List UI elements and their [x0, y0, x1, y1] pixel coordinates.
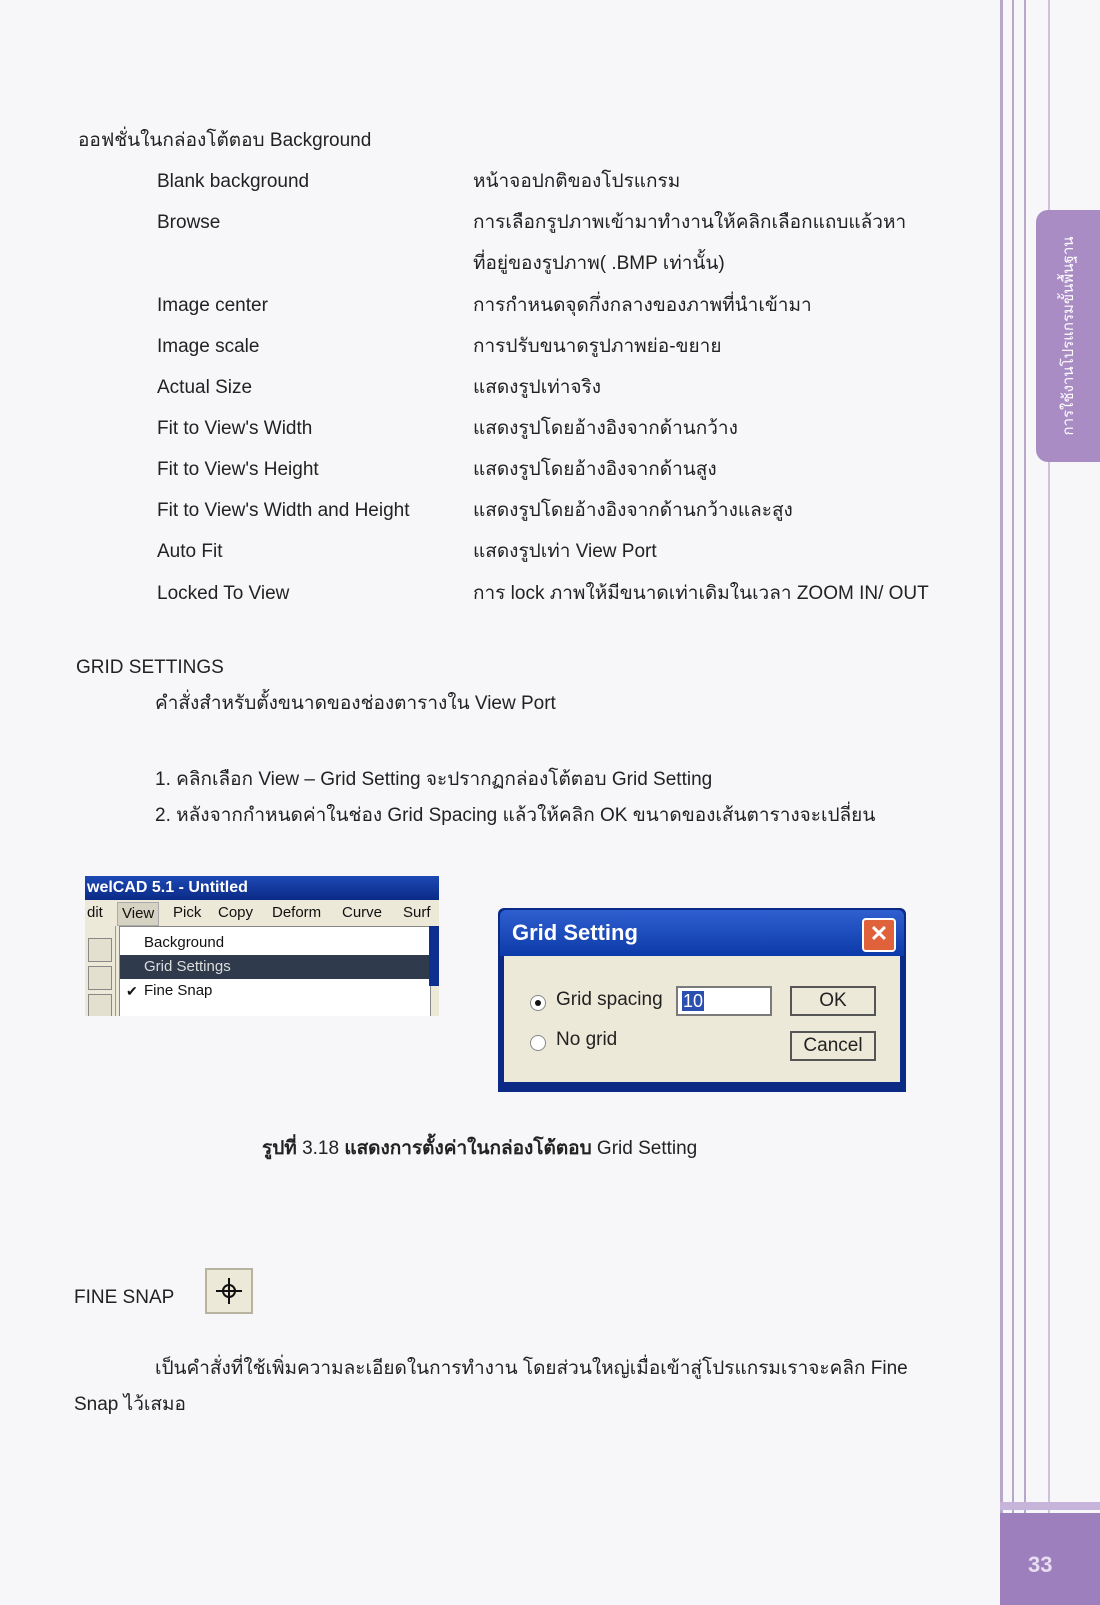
open-folder-icon[interactable]	[88, 938, 112, 962]
section-heading-fine-snap: FINE SNAP	[74, 1287, 175, 1308]
grid-step: 1. คลิกเลือก View – Grid Setting จะปรากฏกล่องโต้ตอบ Grid Setting	[155, 769, 713, 790]
ok-button[interactable]: OK	[790, 986, 876, 1016]
option-desc: หน้าจอปกติของโปรแกรม	[473, 171, 681, 192]
decor-line	[1000, 0, 1003, 1605]
option-term: Auto Fit	[157, 541, 223, 562]
option-term: Image center	[157, 295, 268, 316]
chapter-tab	[1036, 210, 1100, 462]
no-grid-label: No grid	[556, 1029, 618, 1050]
grid-intro: คำสั่งสำหรับตั้งขนาดของช่องตารางใน View Port	[155, 693, 556, 714]
menu-item-fine-snap[interactable]	[120, 979, 439, 1003]
decor-line	[1024, 0, 1026, 1605]
caption-prefix: รูปที่	[262, 1138, 297, 1159]
grid-spacing-label: Grid spacing	[556, 989, 663, 1010]
fine-snap-icon	[205, 1268, 253, 1314]
section-heading-grid: GRID SETTINGS	[76, 657, 224, 678]
menu-deform[interactable]: Deform	[272, 904, 322, 921]
option-desc-cont: ที่อยู่ของรูปภาพ( .BMP เท่านั้น)	[473, 253, 725, 274]
page-number-accent	[1000, 1502, 1100, 1510]
page-number: 33	[1028, 1552, 1053, 1577]
option-term: Fit to View's Height	[157, 459, 319, 480]
grid-spacing-value: 10	[683, 991, 704, 1011]
dialog-title: Grid Setting	[512, 920, 638, 945]
option-desc: การปรับขนาดรูปภาพย่อ-ขยาย	[473, 336, 722, 357]
option-term: Fit to View's Width and Height	[157, 500, 410, 521]
option-desc: แสดงรูปโดยอ้างอิงจากด้านสูง	[473, 459, 717, 480]
fine-snap-paragraph: เป็นคำสั่งที่ใช้เพิ่มความละเอียดในการทำงาน โดยส่วนใหญ่เมื่อเข้าสู่โปรแกรมเราจะคลิก Fine	[155, 1358, 908, 1379]
menu-item-label: Fine Snap	[144, 982, 213, 999]
option-desc: การ lock ภาพให้มีขนาดเท่าเดิมในเวลา ZOOM IN/ OUT	[473, 583, 929, 604]
decor-line	[1012, 0, 1014, 1605]
menu-edit[interactable]: dit	[87, 904, 103, 921]
menu-view[interactable]: View	[117, 902, 159, 926]
dialog-body	[504, 956, 900, 1082]
option-desc: แสดงรูปโดยอ้างอิงจากด้านกว้าง	[473, 418, 738, 439]
cancel-button[interactable]: Cancel	[790, 1031, 876, 1061]
toolbar-button[interactable]	[88, 994, 112, 1016]
toolbar-button[interactable]	[88, 966, 112, 990]
chapter-tab-label: การใช้งานโปรแกรมขั้นพื้นฐาน	[1060, 236, 1077, 436]
side-toolbar	[85, 926, 116, 1016]
menu-surf[interactable]: Surf	[403, 904, 431, 921]
option-desc: การเลือกรูปภาพเข้ามาทำงานให้คลิกเลือกแถบแล้วหา	[473, 212, 907, 233]
menu-item-label: Grid Settings	[144, 958, 231, 975]
grid-step: 2. หลังจากกำหนดค่าในช่อง Grid Spacing แล้วให้คลิก OK ขนาดของเส้นตารางจะเปลี่ยน	[155, 805, 876, 826]
option-desc: การกำหนดจุดกึ่งกลางของภาพที่นำเข้ามา	[473, 295, 812, 316]
close-icon[interactable]: ✕	[862, 918, 896, 952]
section-heading-background: ออฟชั่นในกล่องโต้ตอบ Background	[78, 130, 372, 151]
grid-setting-dialog	[498, 908, 906, 1092]
dialog-titlebar	[500, 910, 904, 956]
caption-bold-text: แสดงการตั้งค่าในกล่องโต้ตอบ	[344, 1138, 592, 1159]
grid-spacing-radio[interactable]	[530, 995, 546, 1011]
menu-item-label: Background	[144, 934, 225, 951]
option-term: Browse	[157, 212, 221, 233]
option-term: Fit to View's Width	[157, 418, 313, 439]
menu-item-grid-settings[interactable]	[120, 955, 439, 979]
option-term: Actual Size	[157, 377, 253, 398]
menu-curve[interactable]: Curve	[342, 904, 383, 921]
window-title: welCAD 5.1 - Untitled	[85, 876, 439, 900]
grid-spacing-input[interactable]	[676, 986, 772, 1016]
menu-copy[interactable]: Copy	[218, 904, 254, 921]
option-term: Blank background	[157, 171, 310, 192]
menu-item-background[interactable]	[120, 931, 439, 955]
option-desc: แสดงรูปเท่าจริง	[473, 377, 602, 398]
option-term: Locked To View	[157, 583, 290, 604]
caption-number: 3.18	[302, 1138, 340, 1159]
no-grid-radio[interactable]	[530, 1035, 546, 1051]
window-edge	[429, 926, 439, 986]
option-term: Image scale	[157, 336, 260, 357]
menu-bar	[85, 900, 439, 926]
menu-pick[interactable]: Pick	[173, 904, 202, 921]
option-desc: แสดงรูปเท่า View Port	[473, 541, 657, 562]
figure-caption	[262, 1137, 697, 1161]
view-dropdown	[119, 926, 431, 1016]
caption-tail: Grid Setting	[596, 1138, 698, 1159]
check-icon: ✔	[126, 983, 138, 999]
fine-snap-paragraph-cont: Snap ไว้เสมอ	[74, 1394, 186, 1415]
option-desc: แสดงรูปโดยอ้างอิงจากด้านกว้างและสูง	[473, 500, 793, 521]
menu-screenshot	[85, 876, 439, 1016]
